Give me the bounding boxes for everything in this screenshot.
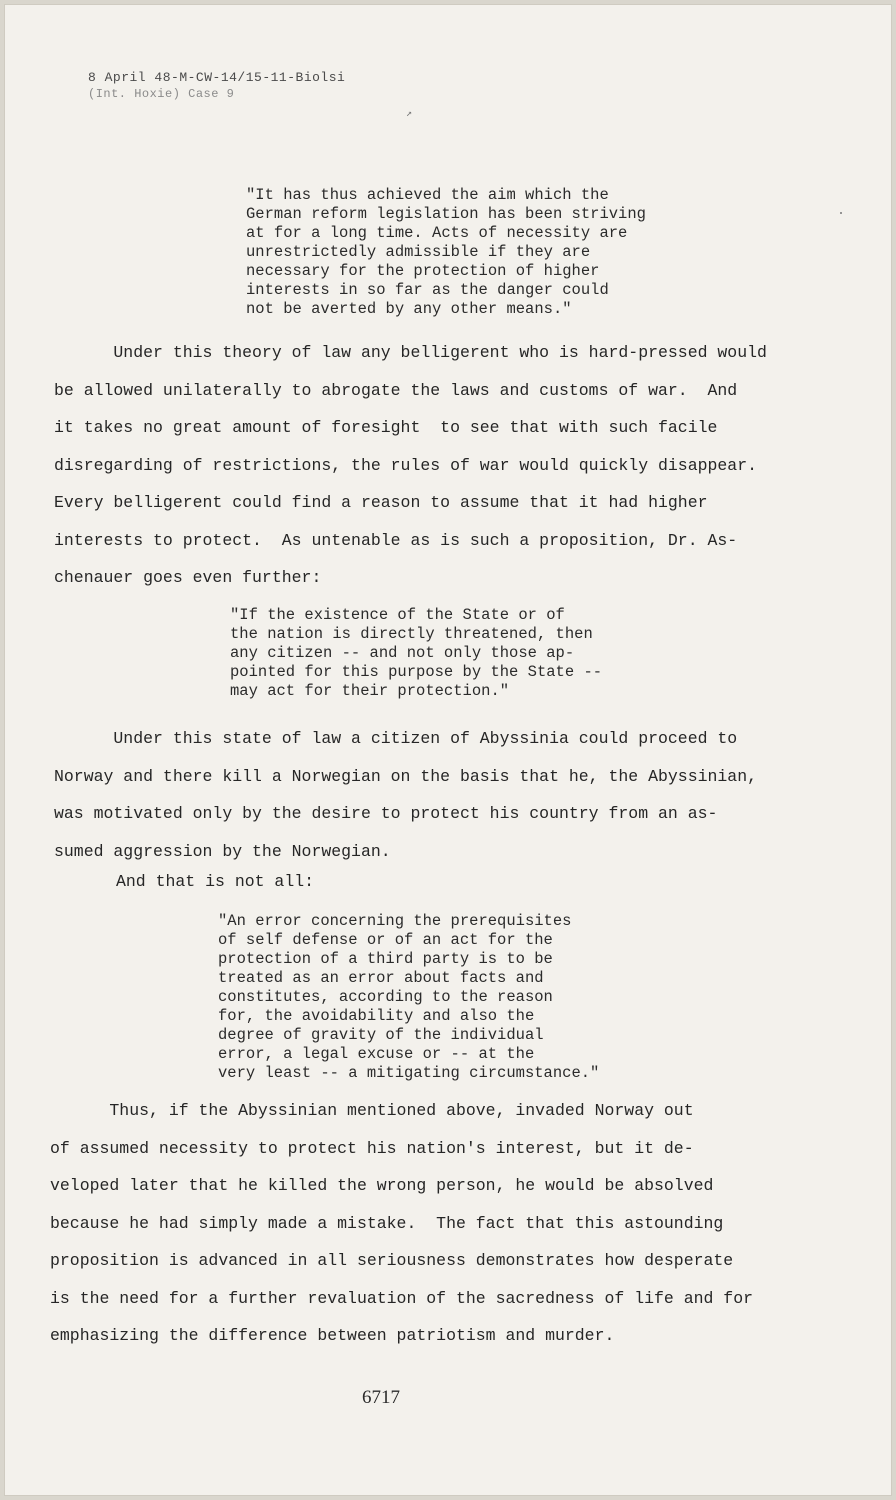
quote-line: "It has thus achieved the aim which the (246, 186, 609, 204)
paragraph-line: Every belligerent could find a reason to assume that it had higher (54, 493, 708, 512)
quote-line: "An error concerning the prerequisites (218, 912, 572, 930)
paragraph-4 (50, 1092, 810, 1355)
paragraph-line: chenauer goes even further: (54, 568, 322, 587)
quote-line: pointed for this purpose by the State -- (230, 663, 603, 681)
quote-line: unrestrictedly admissible if they are (246, 243, 591, 261)
paragraph-line: is the need for a further revaluation of the sacredness of life and for (50, 1288, 754, 1308)
quote-line: not be averted by any other means." (246, 300, 572, 318)
block-quote-1 (246, 186, 646, 319)
quote-line: protection of a third party is to be (218, 950, 553, 968)
paragraph-line: Norway and there kill a Norwegian on the basis that he, the Abyssinian, (54, 766, 758, 786)
quote-line: necessary for the protection of higher (246, 262, 600, 280)
pen-mark: ↗ (406, 109, 413, 120)
header-line-2: (Int. Hoxie) Case 9 (88, 87, 235, 101)
quote-line: very least -- a mitigating circumstance." (218, 1064, 600, 1082)
paragraph-line: disregarding of restrictions, the rules of war would quickly disappear. (54, 455, 758, 475)
document-page (4, 4, 892, 1496)
page-header (88, 70, 345, 102)
quote-line: treated as an error about facts and (218, 969, 544, 987)
speck-mark (840, 212, 842, 214)
paragraph-line: veloped later that he killed the wrong person, he would be absolved (50, 1176, 714, 1195)
paragraph-1 (54, 334, 814, 597)
paragraph-line: was motivated only by the desire to protect his country from an as- (54, 804, 718, 823)
paragraph-line: because he had simply made a mistake. The fact that this astounding (50, 1213, 724, 1233)
quote-line: of self defense or of an act for the (218, 931, 553, 949)
paragraph-line: interests to protect. As untenable as is such a proposition, Dr. As- (54, 530, 738, 550)
paragraph-line: it takes no great amount of foresight to see that with such facile (54, 418, 718, 437)
quote-line: may act for their protection." (230, 682, 510, 700)
page-number: 6717 (362, 1387, 400, 1408)
paragraph-3: And that is not all: (116, 872, 315, 891)
paragraph-line: Under this theory of law any belligerent who is hard-pressed would (54, 343, 767, 362)
paragraph-line: emphasizing the difference between patriotism and murder. (50, 1326, 615, 1345)
quote-line: German reform legislation has been striving (246, 205, 646, 223)
quote-line: error, a legal excuse or -- at the (218, 1045, 535, 1063)
quote-line: "If the existence of the State or of (230, 606, 565, 624)
quote-line: at for a long time. Acts of necessity are (246, 224, 628, 242)
block-quote-2 (230, 606, 602, 701)
paragraph-line: Under this state of law a citizen of Abyssinia could proceed to (54, 729, 738, 748)
block-quote-3 (218, 912, 599, 1083)
quote-line: any citizen -- and not only those ap- (230, 644, 575, 662)
quote-line: degree of gravity of the individual (218, 1026, 544, 1044)
paragraph-line: proposition is advanced in all seriousness demonstrates how desperate (50, 1251, 734, 1270)
paragraph-line: be allowed unilaterally to abrogate the laws and customs of war. And (54, 380, 738, 400)
quote-line: the nation is directly threatened, then (230, 625, 593, 643)
paragraph-line: Thus, if the Abyssinian mentioned above, invaded Norway out (50, 1101, 694, 1120)
paragraph-2 (54, 720, 814, 870)
paragraph-line: sumed aggression by the Norwegian. (54, 841, 391, 861)
paragraph-line: of assumed necessity to protect his nation's interest, but it de- (50, 1138, 694, 1158)
quote-line: for, the avoidability and also the (218, 1007, 535, 1025)
quote-line: constitutes, according to the reason (218, 988, 553, 1006)
quote-line: interests in so far as the danger could (246, 281, 609, 299)
header-line-1: 8 April 48-M-CW-14/15-11-Biolsi (88, 70, 346, 85)
